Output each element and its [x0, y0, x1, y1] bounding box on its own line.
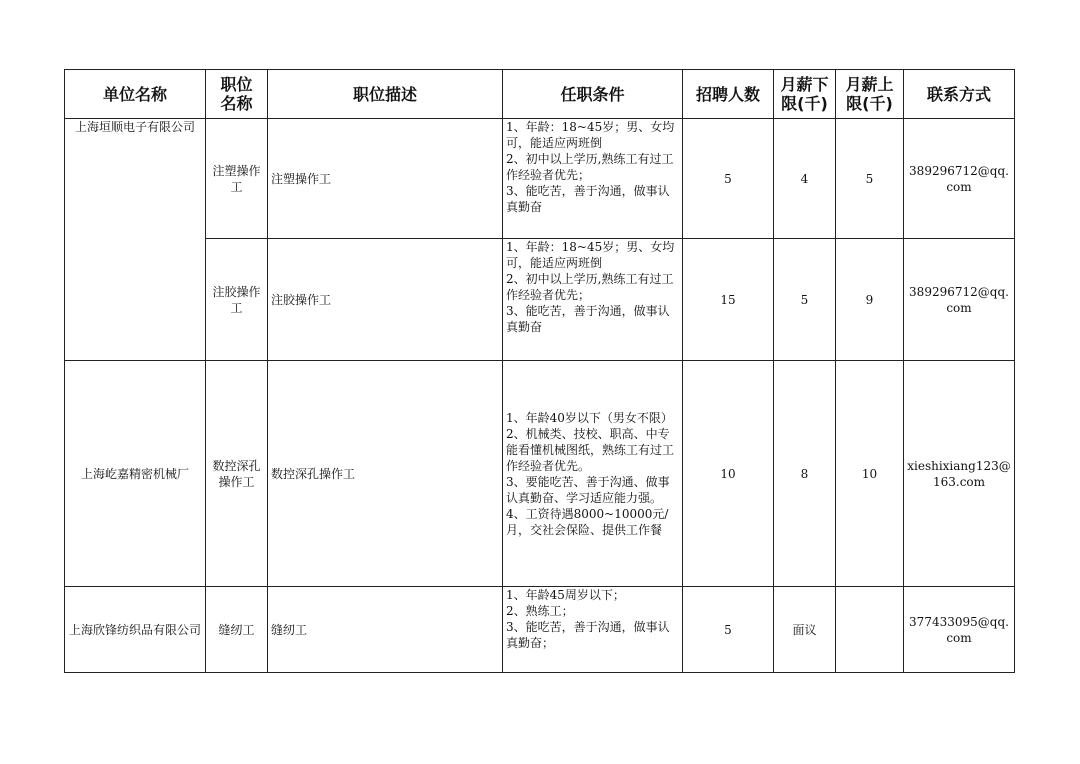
- header-contact: 联系方式: [904, 70, 1015, 119]
- table-row: [65, 239, 1015, 361]
- contact-cell: 377433095@qq.com: [904, 587, 1015, 673]
- requirements-cell: 1、年龄40岁以下（男女不限） 2、机械类、技校、职高、中专能看懂机械图纸，熟练工有过工作经验者优先。 3、要能吃苦、善于沟通、做事认真勤奋、学习适应能力强。 4、工资待遇8000~10000元/月，交社会保险、提供工作餐: [503, 361, 683, 587]
- requirements-cell: 1、年龄：18~45岁；男、女均可，能适应两班倒 2、初中以上学历,熟练工有过工作经验者优先； 3、能吃苦，善于沟通，做事认真勤奋: [503, 119, 683, 239]
- salary-max-cell: 10: [836, 361, 904, 587]
- header-headcount: 招聘人数: [683, 70, 774, 119]
- header-salary-min: 月薪下 限(千): [774, 70, 836, 119]
- salary-max-cell: 9: [836, 239, 904, 361]
- description-cell: 注胶操作工: [268, 239, 503, 361]
- header-row: [65, 70, 1015, 119]
- requirements-cell: 1、年龄：18~45岁；男、女均可，能适应两班倒 2、初中以上学历,熟练工有过工作经验者优先； 3、能吃苦，善于沟通，做事认真勤奋: [503, 239, 683, 361]
- description-cell: 缝纫工: [268, 587, 503, 673]
- description-cell: 数控深孔操作工: [268, 361, 503, 587]
- header-salary-max: 月薪上 限(千): [836, 70, 904, 119]
- description-cell: 注塑操作工: [268, 119, 503, 239]
- table-row: [65, 587, 1015, 673]
- company-cell: 上海垣顺电子有限公司: [65, 119, 206, 361]
- header-requirements: 任职条件: [503, 70, 683, 119]
- contact-cell: xieshixiang123@163.com: [904, 361, 1015, 587]
- headcount-cell: 5: [683, 587, 774, 673]
- salary-max-cell: 5: [836, 119, 904, 239]
- table-row: [65, 361, 1015, 587]
- headcount-cell: 5: [683, 119, 774, 239]
- company-cell: 上海欣锋纺织品有限公司: [65, 587, 206, 673]
- salary-min-cell: 5: [774, 239, 836, 361]
- position-cell: 注塑操作工: [206, 119, 268, 239]
- header-company: 单位名称: [65, 70, 206, 119]
- table-row: [65, 119, 1015, 239]
- salary-min-cell: 8: [774, 361, 836, 587]
- headcount-cell: 10: [683, 361, 774, 587]
- contact-cell: 389296712@qq.com: [904, 239, 1015, 361]
- salary-max-cell: [836, 587, 904, 673]
- position-cell: 缝纫工: [206, 587, 268, 673]
- company-cell: 上海屹嘉精密机械厂: [65, 361, 206, 587]
- job-listing-table: [64, 69, 1015, 673]
- salary-min-cell: 4: [774, 119, 836, 239]
- salary-min-cell: 面议: [774, 587, 836, 673]
- contact-cell: 389296712@qq.com: [904, 119, 1015, 239]
- header-position: 职位 名称: [206, 70, 268, 119]
- requirements-cell: 1、年龄45周岁以下； 2、熟练工； 3、能吃苦，善于沟通，做事认真勤奋；: [503, 587, 683, 673]
- header-description: 职位描述: [268, 70, 503, 119]
- position-cell: 数控深孔操作工: [206, 361, 268, 587]
- headcount-cell: 15: [683, 239, 774, 361]
- position-cell: 注胶操作工: [206, 239, 268, 361]
